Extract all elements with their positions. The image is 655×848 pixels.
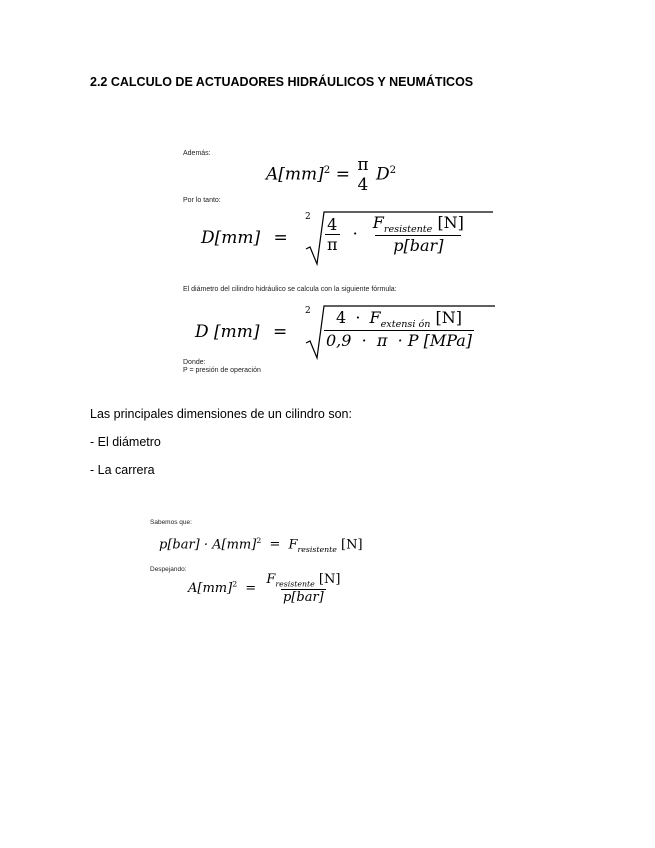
section-heading: 2.2 CALCULO DE ACTUADORES HIDRÁULICOS Y NEUMÁTICOS (90, 75, 474, 89)
label-p-definition: P = presión de operación (183, 367, 261, 374)
equation-area: A[mm]$^2$ = π 4 $D^2$ (266, 155, 397, 195)
root-index-2: 2 (305, 306, 311, 316)
root-index-1: 2 (305, 212, 311, 222)
equation-extension-rhs: $\frac{4 \cdot F_{extensi ón} [N]}{\text{0,9 · π · P [MPa]}}$ (326, 308, 473, 351)
paragraph-dimensions: Las principales dimensiones de un cilindro son: (90, 407, 352, 421)
equation-force: $p[bar] \cdot A[mm]^2 = F_{resistente}$ [N] (159, 536, 363, 554)
equation-extension-lhs: D [mm] = (195, 322, 288, 342)
label-despejando: Despejando: (150, 566, 187, 573)
equation-area-solved: A[mm]$^2$ = $\frac{F_{resistente} [N]}{\text{p[bar]}}$ (188, 572, 341, 605)
list-item-stroke: - La carrera (90, 463, 155, 477)
label-por-lo-tanto: Por lo tanto: (183, 197, 221, 204)
list-item-diameter: - El diámetro (90, 435, 161, 449)
label-ademas: Además: (183, 150, 211, 157)
equation-diameter-rhs: $\frac{4}{\pi}$ · $\frac{F_{resistente} [N]}{\text{p[bar]}}$ (327, 213, 464, 256)
label-diametro: El diámetro del cilindro hidráulico se calcula con la siguiente fórmula: (183, 286, 397, 293)
label-sabemos: Sabemos que: (150, 519, 192, 526)
label-donde: Donde: (183, 359, 206, 366)
equation-diameter-lhs: D[mm] = (201, 228, 288, 248)
